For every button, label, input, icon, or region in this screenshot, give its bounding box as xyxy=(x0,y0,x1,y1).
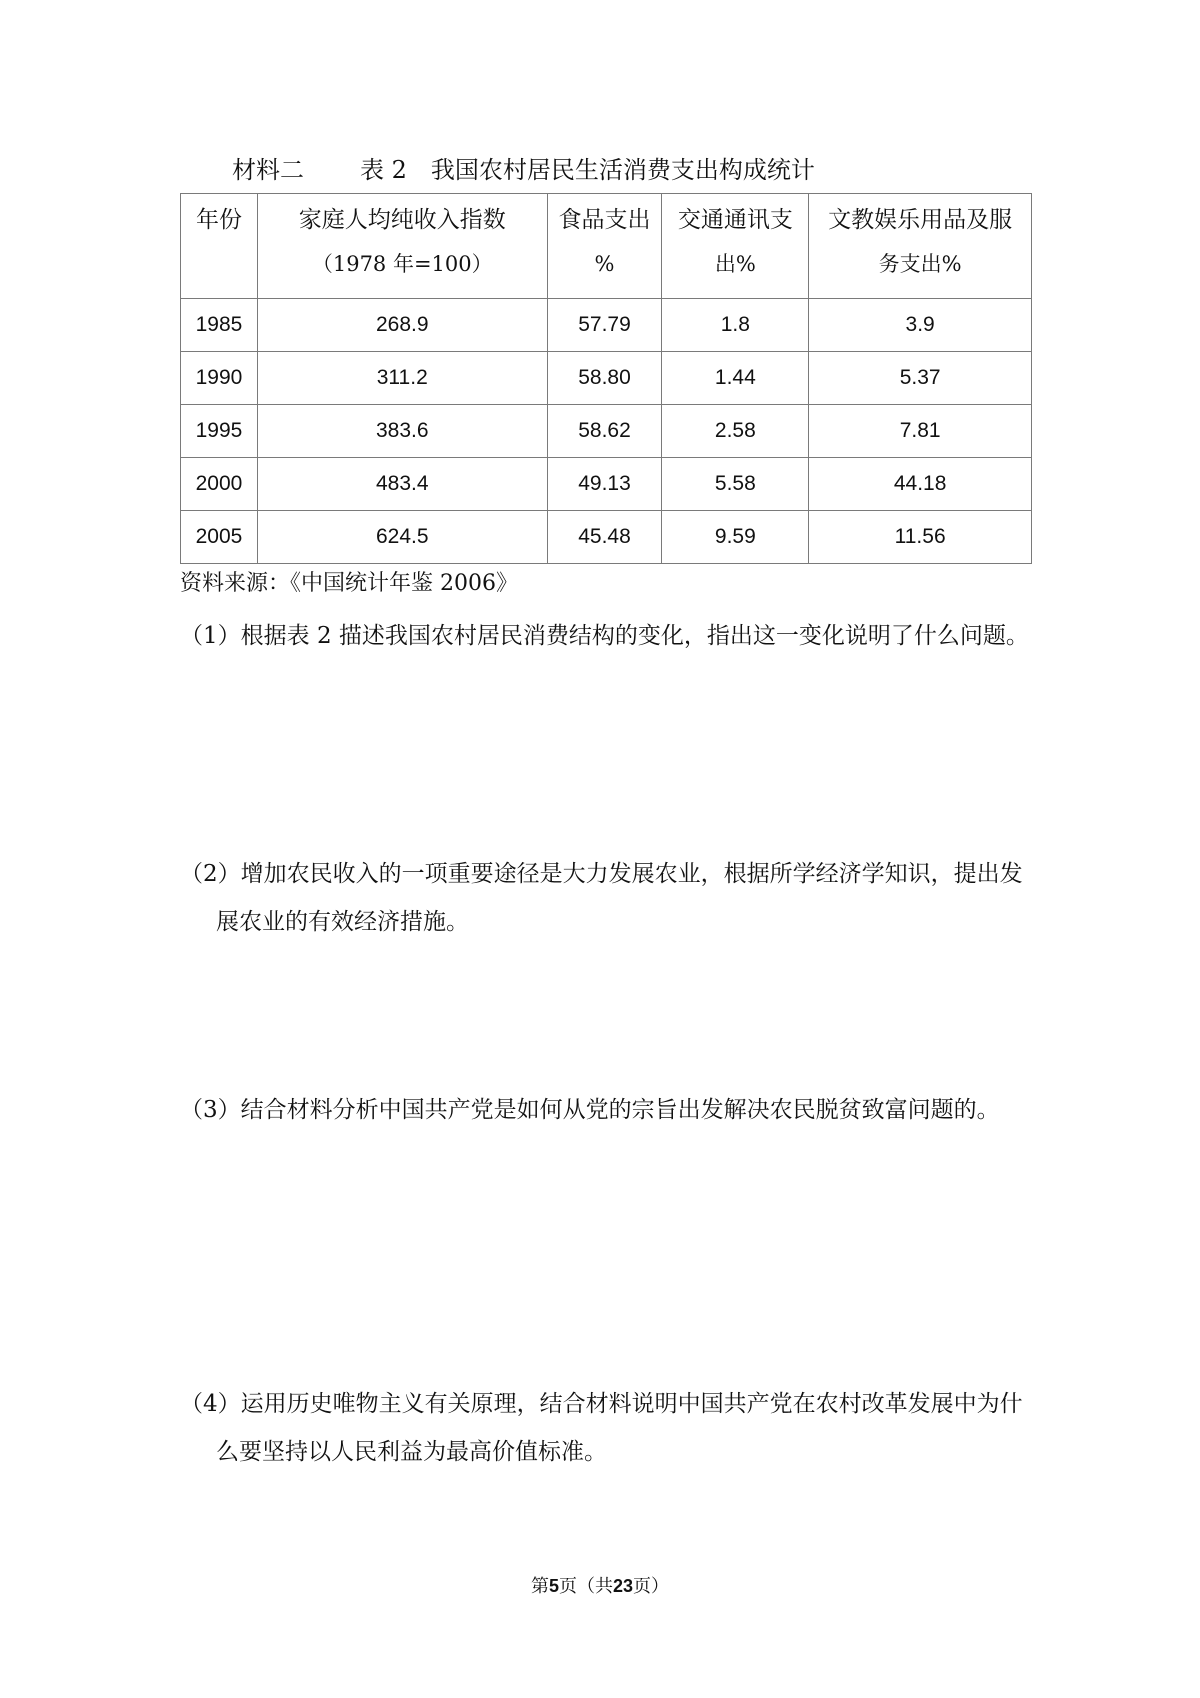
question-text: （1）根据表 2 描述我国农村居民消费结构的变化，指出这一变化说明了什么问题。 xyxy=(180,623,1029,649)
header-food: 食品支出 % xyxy=(547,194,662,299)
header-culture: 文教娱乐用品及服 务支出% xyxy=(809,194,1032,299)
table-cell: 2000 xyxy=(181,458,258,511)
table-cell: 58.62 xyxy=(547,405,662,458)
table-cell: 49.13 xyxy=(547,458,662,511)
table-cell: 9.59 xyxy=(662,511,809,564)
table-cell: 1990 xyxy=(181,352,258,405)
table-cell: 2.58 xyxy=(662,405,809,458)
header-income-index: 家庭人均纯收入指数 （1978 年=100） xyxy=(257,194,547,299)
consumption-table xyxy=(180,193,1032,564)
question-text: （2）增加农民收入的一项重要途径是大力发展农业，根据所学经济学知识，提出发展农业的有效经济措施。 xyxy=(180,861,1023,935)
table-cell: 7.81 xyxy=(809,405,1032,458)
table-cell: 268.9 xyxy=(257,299,547,352)
question-text: （3）结合材料分析中国共产党是如何从党的宗旨出发解决农民脱贫致富问题的。 xyxy=(180,1097,1000,1123)
table-cell: 45.48 xyxy=(547,511,662,564)
table-cell: 58.80 xyxy=(547,352,662,405)
page-footer: 第5页（共23页） xyxy=(530,1576,670,1597)
total-pages: 23 xyxy=(612,1576,634,1596)
table-row xyxy=(181,352,1032,405)
table-caption: 表 2 我国农村居民生活消费支出构成统计 xyxy=(360,156,815,184)
table-cell: 1985 xyxy=(181,299,258,352)
question-text: （4）运用历史唯物主义有关原理，结合材料说明中国共产党在农村改革发展中为什么要坚持以人民利益为最高价值标准。 xyxy=(180,1391,1023,1465)
page-number: 5 xyxy=(548,1576,559,1596)
question-4 xyxy=(180,1380,1032,1476)
table-cell: 1.8 xyxy=(662,299,809,352)
table-header-row xyxy=(181,194,1032,299)
table-cell: 483.4 xyxy=(257,458,547,511)
table-cell: 5.58 xyxy=(662,458,809,511)
question-2 xyxy=(180,850,1032,946)
table-cell: 3.9 xyxy=(809,299,1032,352)
table-cell: 624.5 xyxy=(257,511,547,564)
table-row xyxy=(181,405,1032,458)
table-cell: 2005 xyxy=(181,511,258,564)
material-label: 材料二 xyxy=(232,156,304,184)
table-cell: 57.79 xyxy=(547,299,662,352)
table-cell: 44.18 xyxy=(809,458,1032,511)
table-cell: 1.44 xyxy=(662,352,809,405)
table-cell: 311.2 xyxy=(257,352,547,405)
table-row xyxy=(181,299,1032,352)
header-year: 年份 xyxy=(181,194,258,299)
table-cell: 5.37 xyxy=(809,352,1032,405)
table-row xyxy=(181,458,1032,511)
table-row xyxy=(181,511,1032,564)
table-cell: 1995 xyxy=(181,405,258,458)
source-note: 资料来源：《中国统计年鉴 2006》 xyxy=(180,571,518,596)
header-transport: 交通通讯支 出% xyxy=(662,194,809,299)
material-title xyxy=(232,150,815,190)
table-cell: 11.56 xyxy=(809,511,1032,564)
question-3 xyxy=(180,1086,1032,1134)
table-cell: 383.6 xyxy=(257,405,547,458)
question-1 xyxy=(180,612,1032,660)
